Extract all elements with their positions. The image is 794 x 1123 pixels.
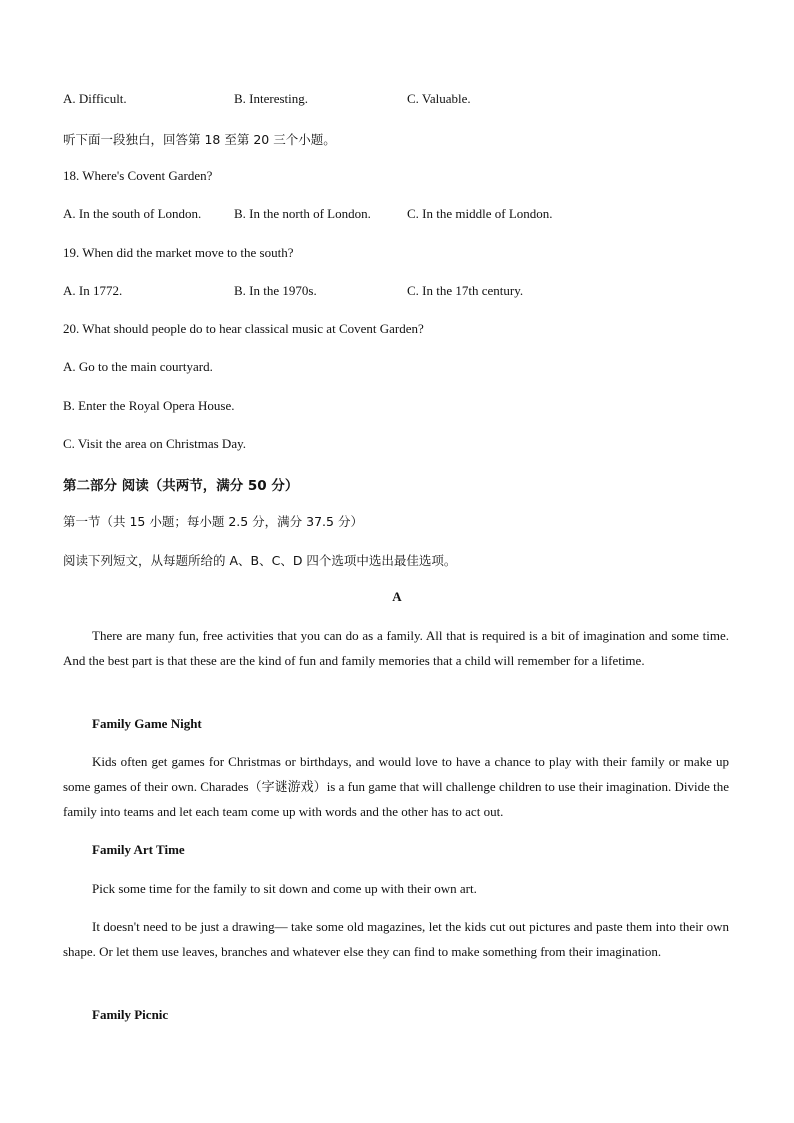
q19-option-c: C. In the 17th century.: [407, 283, 524, 298]
q18-option-b: B. In the north of London.: [234, 206, 371, 221]
game-night-text: Kids often get games for Christmas or birthdays, and would love to have a chance to play with their family or make up some games of their own. Charades（字谜游戏）is a fun game that will challenge children to use their imagination. Divide the family into teams and let each team come up with words and the other has to act out.: [63, 754, 729, 819]
passage-intro: There are many fun, free activities that you can do as a family. All that is required is a bit of imagination and some time. And the best part is that these are the kind of fun and family memories that a child will remember for a lifetime.: [63, 628, 729, 668]
q20-option-c: C. Visit the area on Christmas Day.: [63, 436, 246, 451]
q18-option-a: A. In the south of London.: [63, 206, 202, 221]
q20-option-a: A. Go to the main courtyard.: [63, 359, 213, 374]
q18-question: 18. Where's Covent Garden?: [63, 168, 213, 183]
art-time-text-1: Pick some time for the family to sit down and come up with their own art.: [92, 881, 477, 896]
art-time-title: Family Art Time: [92, 842, 185, 857]
q18-option-c: C. In the middle of London.: [407, 206, 553, 221]
q20-question: 20. What should people do to hear classical music at Covent Garden?: [63, 321, 424, 336]
passage-label: A: [392, 589, 402, 604]
q20-option-b: B. Enter the Royal Opera House.: [63, 398, 235, 413]
section1-title: 第一节（共 15 小题；每小题 2.5 分，满分 37.5 分）: [63, 514, 363, 529]
q19-question: 19. When did the market move to the south?: [63, 245, 294, 260]
game-night-title: Family Game Night: [92, 716, 202, 731]
q17-option-a: A. Difficult.: [63, 91, 127, 106]
reading-instruction: 阅读下列短文，从每题所给的 A、B、C、D 四个选项中选出最佳选项。: [63, 553, 457, 568]
part2-title: 第二部分 阅读（共两节，满分 50 分）: [63, 478, 299, 494]
monologue-instruction: 听下面一段独白，回答第 18 至第 20 三个小题。: [63, 132, 336, 147]
q17-option-c: C. Valuable.: [407, 91, 471, 106]
q19-option-b: B. In the 1970s.: [234, 283, 317, 298]
picnic-title: Family Picnic: [92, 1007, 169, 1022]
q19-option-a: A. In 1772.: [63, 283, 123, 298]
art-time-text-2: It doesn't need to be just a drawing— take some old magazines, let the kids cut out pictures and paste them into their own shape. Or let them use leaves, branches and whatever else they can find to make something from their imagination.: [63, 919, 729, 959]
q17-option-b: B. Interesting.: [234, 91, 309, 106]
